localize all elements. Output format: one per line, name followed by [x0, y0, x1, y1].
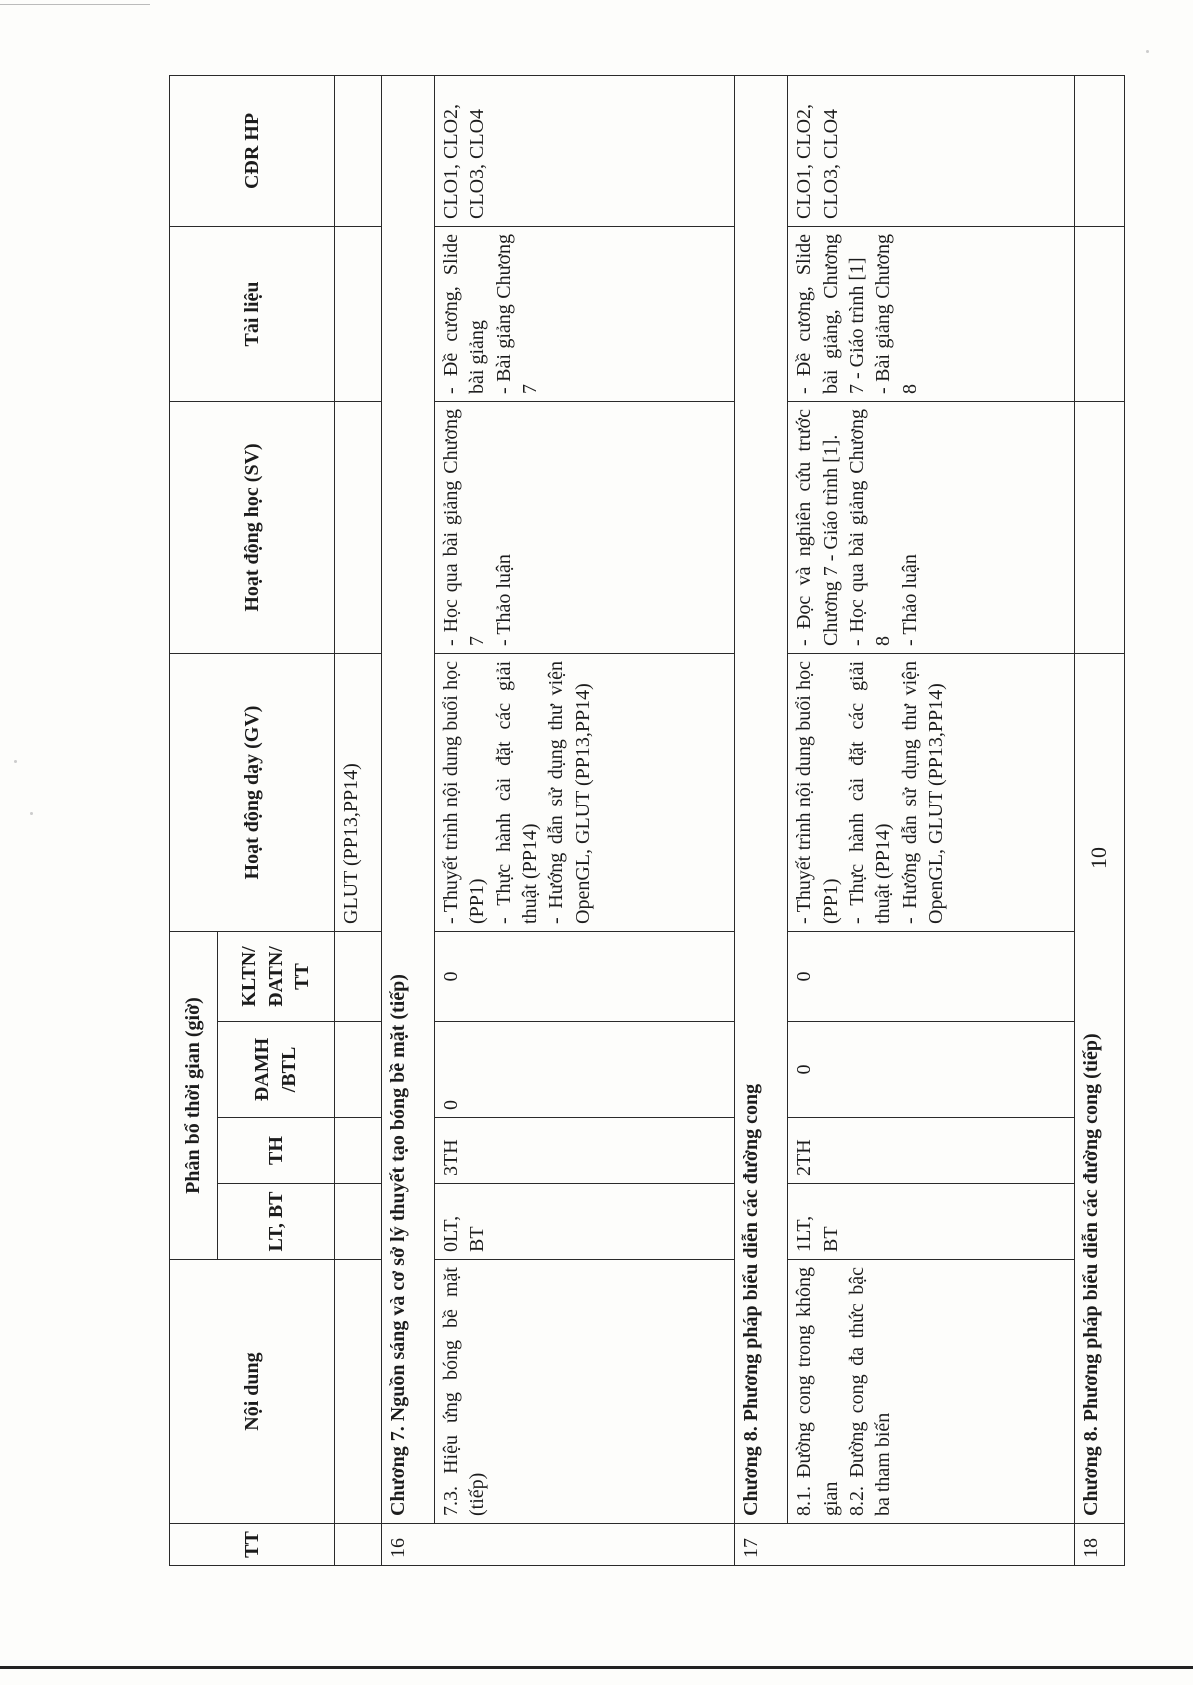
page-number: 10 [1086, 847, 1111, 869]
content-cell: 8.1. Đường cong trong không gian 8.2. Đường cong đa thức bậc ba tham biến [788, 1260, 1074, 1524]
damh-cell: 0 [434, 1022, 734, 1118]
col-kltn: KLTN/ ĐATN/ TT [217, 931, 335, 1021]
chapter-row [1074, 75, 1124, 1565]
materials-cell: - Đề cương, Slide bài giảng - Bài giảng Chương 7 [434, 226, 734, 401]
col-phan-bo: Phân bổ thời gian (giờ) [170, 931, 218, 1259]
table-row [788, 75, 1074, 1565]
scan-speck [30, 812, 33, 815]
scan-speck [1146, 50, 1149, 53]
col-lt: LT, BT [217, 1184, 335, 1260]
rotated-page [169, 76, 1125, 1566]
scan-edge-top [0, 4, 150, 5]
th-cell: 2TH [788, 1118, 1074, 1184]
kltn-cell: 0 [434, 931, 734, 1021]
col-hd-hoc: Hoạt động học (SV) [170, 401, 335, 653]
clo-cell: CLO1, CLO2, CLO3, CLO4 [434, 75, 734, 226]
col-damh: ĐAMH /BTL [217, 1022, 335, 1118]
col-tai-lieu: Tài liệu [170, 226, 335, 401]
col-hd-day: Hoạt động dạy (GV) [170, 653, 335, 931]
lt-cell: 1LT, BT [788, 1184, 1074, 1260]
syllabus-table [169, 75, 1125, 1566]
chapter-row [735, 75, 788, 1565]
scan-speck [14, 760, 17, 763]
learning-cell: - Đọc và nghiên cứu trước Chương 7 - Giáo trình [1]. - Học qua bài giảng Chương 8 - Thảo luận [788, 401, 1074, 653]
clo-cell: CLO1, CLO2, CLO3, CLO4 [788, 75, 1074, 226]
chapter-title: Chương 7. Nguồn sáng và cơ sở lý thuyết tạo bóng bề mặt (tiếp) [381, 75, 434, 1523]
scan-edge-bottom [0, 1666, 1193, 1669]
learning-cell: - Học qua bài giảng Chương 7 - Thảo luận [434, 401, 734, 653]
lt-cell: 0LT, BT [434, 1184, 734, 1260]
col-tt: TT [170, 1524, 335, 1566]
row-number: 17 [735, 1524, 1074, 1566]
teaching-cell: - Thuyết trình nội dung buổi học (PP1) - Thực hành cài đặt các giải thuật (PP14) - Hướng dẫn sử dụng thư viện OpenGL, GLUT (PP13,PP14) [434, 653, 734, 931]
chapter-row [381, 75, 434, 1565]
chapter-title: Chương 8. Phương pháp biểu diễn các đường cong (tiếp) [1074, 653, 1124, 1523]
damh-cell: 0 [788, 1022, 1074, 1118]
row-number: 18 [1074, 1524, 1124, 1566]
chapter-title: Chương 8. Phương pháp biểu diễn các đường cong [735, 75, 788, 1523]
table-row [434, 75, 734, 1565]
carry-cell: GLUT (PP13,PP14) [335, 653, 382, 931]
th-cell: 3TH [434, 1118, 734, 1184]
col-noi-dung: Nội dung [170, 1260, 335, 1524]
header-row [170, 75, 218, 1565]
col-cdr: CĐR HP [170, 75, 335, 226]
teaching-cell: - Thuyết trình nội dung buổi học (PP1) - Thực hành cài đặt các giải thuật (PP14) - Hướng dẫn sử dụng thư viện OpenGL, GLUT (PP13,PP14) [788, 653, 1074, 931]
materials-cell: - Đề cương, Slide bài giảng, Chương 7 - Giáo trình [1] - Bài giảng Chương 8 [788, 226, 1074, 401]
row-number: 16 [381, 1524, 734, 1566]
col-th: TH [217, 1118, 335, 1184]
table-row [335, 75, 382, 1565]
content-cell: 7.3. Hiệu ứng bóng bề mặt (tiếp) [434, 1260, 734, 1524]
kltn-cell: 0 [788, 931, 1074, 1021]
